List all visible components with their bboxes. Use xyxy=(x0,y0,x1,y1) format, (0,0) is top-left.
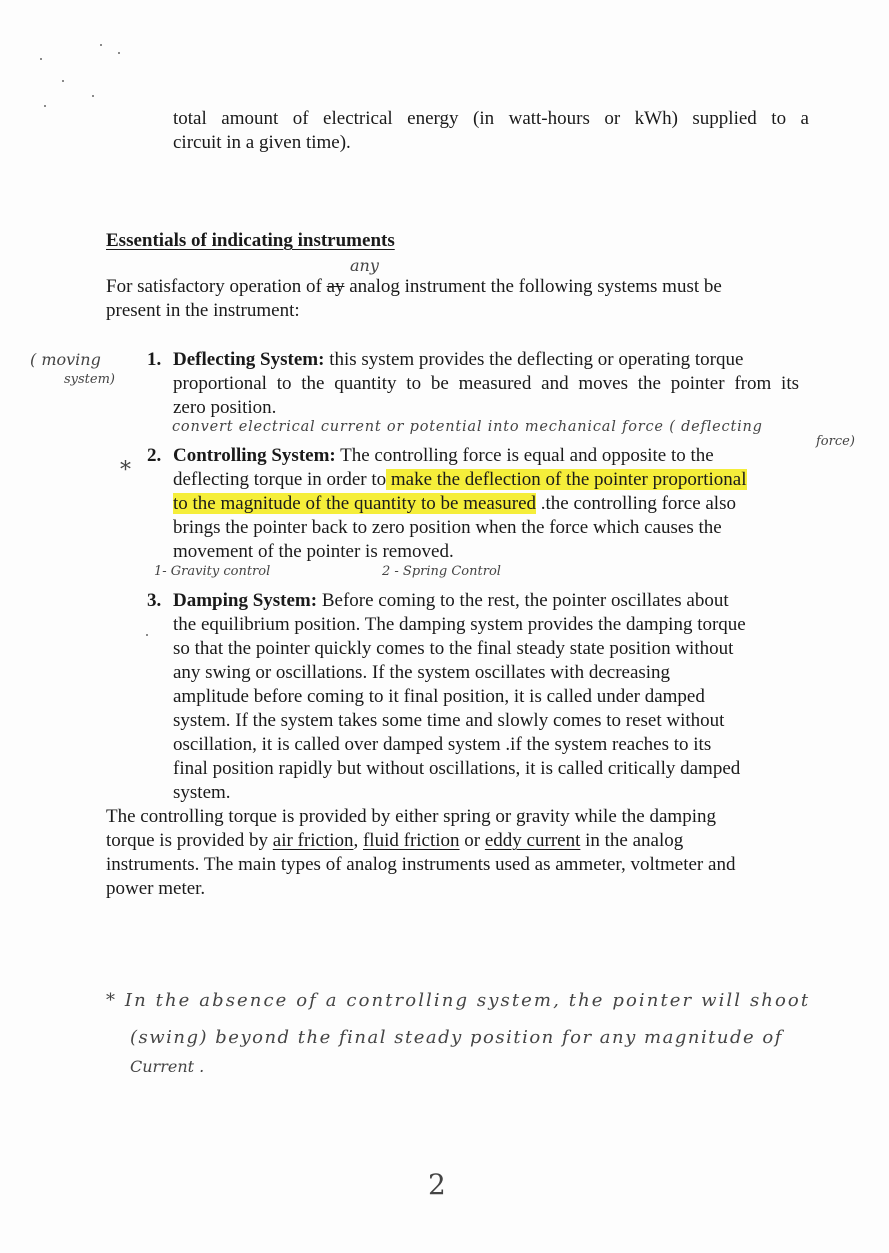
closing-2d: in the analog xyxy=(580,830,684,851)
item-3-line-4: any swing or oscillations. If the system oscillates with decreasing xyxy=(173,662,671,683)
item-3-number: 3. xyxy=(147,590,162,611)
item-2-line-1 xyxy=(173,444,714,468)
highlight-2: to the magnitude of the quantity to be measured xyxy=(173,493,537,514)
asterisk-mark: * xyxy=(120,458,131,483)
item-2-line-3 xyxy=(173,492,736,516)
section-heading: Essentials of indicating instruments xyxy=(106,230,395,251)
item-3-line-5: amplitude before coming to it final position, it is called under damped xyxy=(173,686,705,707)
item-3-line-6: system. If the system takes some time and slowly comes to reset without xyxy=(173,710,725,731)
footnote-line-3: Current . xyxy=(130,1057,205,1076)
intro-line-2: circuit in a given time). xyxy=(173,132,351,153)
lead-before: For satisfactory operation of xyxy=(106,276,327,297)
item-2-line-2 xyxy=(173,468,747,492)
footnote-line-2: (swing) beyond the final steady position for any magnitude of xyxy=(130,1027,783,1048)
margin-note-system: system) xyxy=(64,372,116,387)
item-2-line-5: movement of the pointer is removed. xyxy=(173,541,454,562)
item-3-text: Before coming to the rest, the pointer oscillates about xyxy=(317,590,729,611)
annotation-gravity: 1- Gravity control xyxy=(154,564,271,579)
item-2-line-2a: deflecting torque in order to xyxy=(173,469,387,490)
closing-2b: , xyxy=(353,830,363,851)
margin-note-moving: ( moving xyxy=(30,350,101,369)
lead-line-2: present in the instrument: xyxy=(106,300,300,321)
closing-2a: torque is provided by xyxy=(106,830,273,851)
item-1-line-2: proportional to the quantity to be measured and moves the pointer from its xyxy=(173,373,799,394)
term-fluid-friction: fluid friction xyxy=(362,830,460,851)
closing-line-2 xyxy=(106,829,683,853)
lead-after: analog instrument the following systems must be xyxy=(344,276,722,297)
item-3-line-3: so that the pointer quickly comes to the final steady state position without xyxy=(173,638,734,659)
item-2-title: Controlling System: xyxy=(173,445,336,466)
item-3-line-1 xyxy=(173,589,729,613)
item-1-number: 1. xyxy=(147,349,162,370)
closing-line-3: instruments. The main types of analog instruments used as ammeter, voltmeter and xyxy=(106,854,736,875)
closing-line-4: power meter. xyxy=(106,878,206,899)
item-3-line-9: system. xyxy=(173,782,231,803)
closing-2c: or xyxy=(459,830,485,851)
item-2-line-3b: .the controlling force also xyxy=(536,493,736,514)
item-3-line-2: the equilibrium position. The damping system provides the damping torque xyxy=(173,614,746,635)
highlight-1: make the deflection of the pointer proportional xyxy=(386,469,747,490)
annotation-spring: 2 - Spring Control xyxy=(382,564,501,579)
item-3-line-8: final position rapidly but without oscillations, it is called critically damped xyxy=(173,758,741,779)
lead-line-1 xyxy=(106,275,790,299)
item-2-line-4: brings the pointer back to zero position when the force which causes the xyxy=(173,517,722,538)
item-3-line-7: oscillation, it is called over damped system .if the system reaches to its xyxy=(173,734,712,755)
handwritten-correction: any xyxy=(350,256,379,275)
item-1-line-1 xyxy=(173,348,743,372)
annotation-force: force) xyxy=(816,434,855,449)
item-2-text: The controlling force is equal and opposite to the xyxy=(335,445,714,466)
term-air-friction: air friction xyxy=(272,830,354,851)
closing-line-1: The controlling torque is provided by either spring or gravity while the damping xyxy=(106,806,716,827)
item-1-line-3: zero position. xyxy=(173,397,277,418)
page-number: 2 xyxy=(428,1168,446,1201)
item-2-number: 2. xyxy=(147,445,162,466)
item-3-title: Damping System: xyxy=(173,590,318,611)
lead-struck-word: ay xyxy=(326,276,345,297)
annotation-convert: convert electrical current or potential into mechanical force ( deflecting xyxy=(172,419,763,435)
intro-line-1: total amount of electrical energy (in watt-hours or kWh) supplied to a xyxy=(173,108,809,129)
item-1-text: this system provides the deflecting or operating torque xyxy=(324,349,744,370)
item-1-title: Deflecting System: xyxy=(173,349,325,370)
term-eddy-current: eddy current xyxy=(484,830,581,851)
footnote-line-1: * In the absence of a controlling system, the pointer will shoot xyxy=(106,990,811,1011)
